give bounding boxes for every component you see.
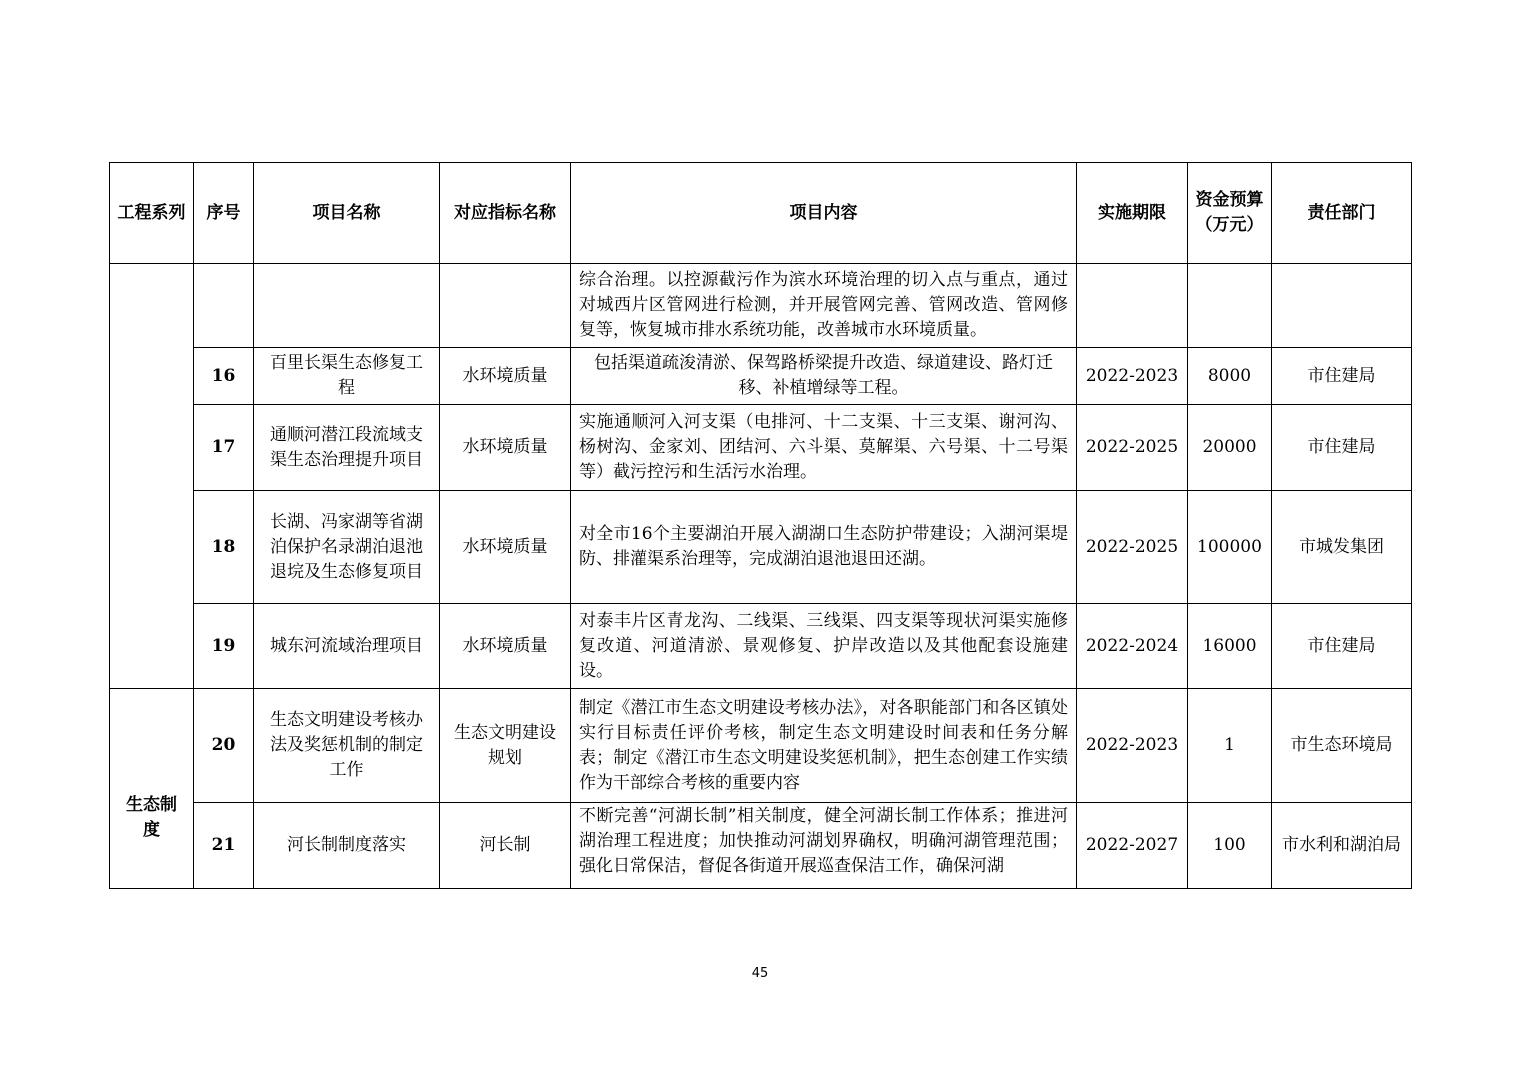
- cell-department: [1272, 264, 1412, 348]
- category-cell-water: [110, 264, 194, 689]
- cell-period: 2022-2027: [1077, 803, 1188, 889]
- cell-name: 百里长渠生态修复工程: [254, 348, 440, 405]
- cell-period: 2022-2025: [1077, 491, 1188, 604]
- cell-index: 20: [194, 689, 254, 803]
- cell-budget: 16000: [1188, 604, 1272, 689]
- header-indicator: 对应指标名称: [440, 163, 571, 264]
- cell-name: 河长制制度落实: [254, 803, 440, 889]
- header-budget: 资金预算（万元）: [1188, 163, 1272, 264]
- cell-index: 21: [194, 803, 254, 889]
- cell-content: 包括渠道疏浚清淤、保驾路桥梁提升改造、绿道建设、路灯迁移、补植增绿等工程。: [571, 348, 1077, 405]
- cell-period: 2022-2025: [1077, 405, 1188, 491]
- cell-department: 市水利和湖泊局: [1272, 803, 1412, 889]
- cell-content: 不断完善“河湖长制”相关制度，健全河湖长制工作体系；推进河湖治理工程进度；加快推动河湖划界确权，明确河湖管理范围；强化日常保洁，督促各街道开展巡查保洁工作，确保河湖: [571, 803, 1077, 889]
- category-cell-eco-system: 生态制度: [110, 689, 194, 889]
- table-row: [110, 803, 1412, 889]
- cell-budget: 1: [1188, 689, 1272, 803]
- cell-index: [194, 264, 254, 348]
- table-row: [110, 405, 1412, 491]
- cell-department: 市住建局: [1272, 348, 1412, 405]
- header-name: 项目名称: [254, 163, 440, 264]
- cell-index: 17: [194, 405, 254, 491]
- cell-content: 综合治理。以控源截污作为滨水环境治理的切入点与重点，通过对城西片区管网进行检测，并开展管网完善、管网改造、管网修复等，恢复城市排水系统功能，改善城市水环境质量。: [571, 264, 1077, 348]
- cell-name: 通顺河潜江段流域支渠生态治理提升项目: [254, 405, 440, 491]
- cell-budget: [1188, 264, 1272, 348]
- cell-budget: 20000: [1188, 405, 1272, 491]
- cell-content: 制定《潜江市生态文明建设考核办法》，对各职能部门和各区镇处实行目标责任评价考核，制定生态文明建设时间表和任务分解表；制定《潜江市生态文明建设奖惩机制》，把生态创建工作实绩作为干部综合考核的重要内容: [571, 689, 1077, 803]
- cell-budget: 100: [1188, 803, 1272, 889]
- table-row: [110, 491, 1412, 604]
- cell-name: [254, 264, 440, 348]
- cell-department: 市生态环境局: [1272, 689, 1412, 803]
- cell-period: 2022-2023: [1077, 689, 1188, 803]
- page-number: 45: [751, 966, 769, 981]
- table-row: [110, 689, 1412, 803]
- cell-period: [1077, 264, 1188, 348]
- cell-indicator: 生态文明建设规划: [440, 689, 571, 803]
- cell-indicator: 水环境质量: [440, 491, 571, 604]
- header-content: 项目内容: [571, 163, 1077, 264]
- cell-department: 市住建局: [1272, 405, 1412, 491]
- cell-name: 城东河流域治理项目: [254, 604, 440, 689]
- table-row: [110, 348, 1412, 405]
- cell-name: 生态文明建设考核办法及奖惩机制的制定工作: [254, 689, 440, 803]
- header-department: 责任部门: [1272, 163, 1412, 264]
- table-row-continuation: [110, 264, 1412, 348]
- cell-content: 对全市16个主要湖泊开展入湖湖口生态防护带建设；入湖河渠堤防、排灌渠系治理等，完成湖泊退池退田还湖。: [571, 491, 1077, 604]
- project-table: [109, 162, 1412, 889]
- cell-indicator: 水环境质量: [440, 348, 571, 405]
- cell-budget: 100000: [1188, 491, 1272, 604]
- cell-department: 市住建局: [1272, 604, 1412, 689]
- cell-content: 对泰丰片区青龙沟、二线渠、三线渠、四支渠等现状河渠实施修复改道、河道清淤、景观修复、护岸改造以及其他配套设施建设。: [571, 604, 1077, 689]
- cell-period: 2022-2023: [1077, 348, 1188, 405]
- cell-index: 16: [194, 348, 254, 405]
- header-row: [110, 163, 1412, 264]
- cell-budget: 8000: [1188, 348, 1272, 405]
- cell-indicator: [440, 264, 571, 348]
- cell-index: 18: [194, 491, 254, 604]
- cell-index: 19: [194, 604, 254, 689]
- cell-indicator: 河长制: [440, 803, 571, 889]
- cell-period: 2022-2024: [1077, 604, 1188, 689]
- header-series: 工程系列: [110, 163, 194, 264]
- table-row: [110, 604, 1412, 689]
- header-period: 实施期限: [1077, 163, 1188, 264]
- cell-content: 实施通顺河入河支渠（电排河、十二支渠、十三支渠、谢河沟、杨树沟、金家刘、团结河、六斗渠、莫解渠、六号渠、十二号渠等）截污控污和生活污水治理。: [571, 405, 1077, 491]
- cell-indicator: 水环境质量: [440, 604, 571, 689]
- cell-department: 市城发集团: [1272, 491, 1412, 604]
- header-index: 序号: [194, 163, 254, 264]
- cell-name: 长湖、冯家湖等省湖泊保护名录湖泊退池退垸及生态修复项目: [254, 491, 440, 604]
- cell-indicator: 水环境质量: [440, 405, 571, 491]
